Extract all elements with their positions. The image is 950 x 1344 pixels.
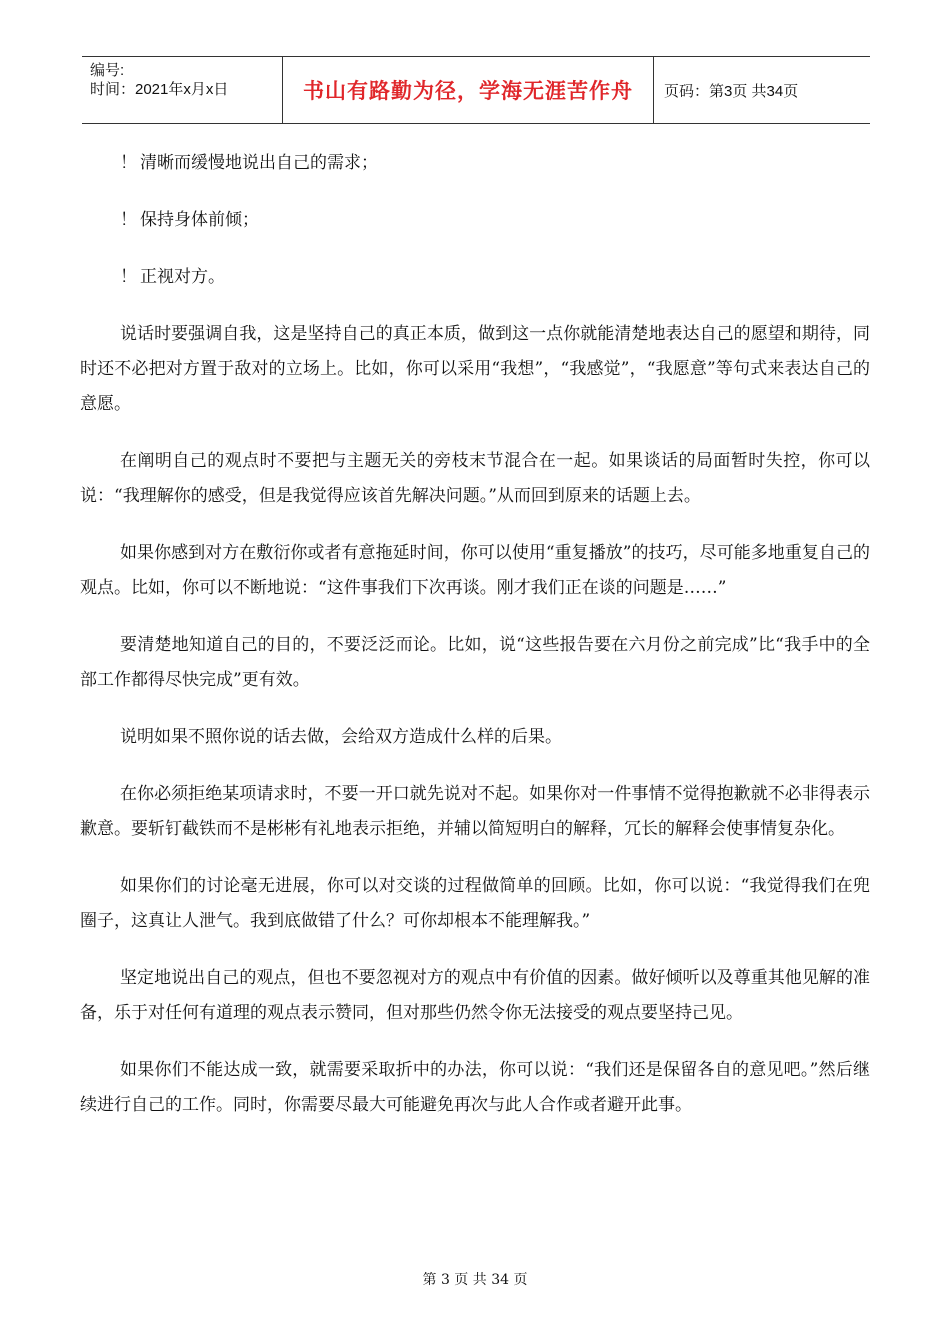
- header-meta: [82, 57, 282, 123]
- document-number-label: 编号:: [90, 62, 125, 79]
- bullet-text: 正视对方。: [140, 267, 225, 287]
- bullet-mark: ！: [120, 267, 137, 287]
- body-paragraph: 在阐明自己的观点时不要把与主题无关的旁枝末节混合在一起。如果谈话的局面暂时失控，你可以说：“我理解你的感受，但是我觉得应该首先解决问题。”从而回到原来的话题上去。: [80, 451, 870, 506]
- page-number-label: 页码：第3页 共34页: [664, 82, 799, 100]
- document-date-label: 时间：2021年x月x日: [90, 81, 229, 98]
- body-paragraph: 如果你们的讨论毫无进展，你可以对交谈的过程做简单的回顾。比如，你可以说：“我觉得我们在兜圈子，这真让人泄气。我到底做错了什么？可你却根本不能理解我。”: [80, 876, 870, 931]
- body-paragraph: 如果你们不能达成一致，就需要采取折中的办法，你可以说：“我们还是保留各自的意见吧。”然后继续进行自己的工作。同时，你需要尽最大可能避免再次与此人合作或者避开此事。: [80, 1060, 870, 1115]
- page-header: [82, 56, 870, 124]
- body-paragraph: 说话时要强调自我，这是坚持自己的真正本质，做到这一点你就能清楚地表达自己的愿望和期待，同时还不必把对方置于敌对的立场上。比如，你可以采用“我想”，“我感觉”，“我愿意”等句式来表达自己的意愿。: [80, 324, 870, 414]
- page-footer: [0, 1269, 950, 1289]
- bullet-mark: ！: [120, 210, 137, 230]
- bullet-item: [120, 146, 870, 181]
- body-paragraph: 说明如果不照你说的话去做，会给双方造成什么样的后果。: [120, 727, 562, 747]
- bullet-mark: ！: [120, 153, 137, 173]
- header-motto-cell: [282, 57, 654, 123]
- body-paragraph: 要清楚地知道自己的目的，不要泛泛而论。比如，说“这些报告要在六月份之前完成”比“我手中的全部工作都得尽快完成”更有效。: [80, 635, 870, 690]
- body-paragraph: 如果你感到对方在敷衍你或者有意拖延时间，你可以使用“重复播放”的技巧，尽可能多地重复自己的观点。比如，你可以不断地说：“这件事我们下次再谈。刚才我们正在谈的问题是……”: [80, 543, 870, 598]
- header-page-indicator: [654, 57, 870, 123]
- bullet-text: 清晰而缓慢地说出自己的需求；: [140, 153, 378, 173]
- document-body: [80, 146, 870, 1145]
- header-motto: 书山有路勤为径，学海无涯苦作舟: [303, 79, 633, 103]
- bullet-item: [120, 260, 870, 295]
- body-paragraph: 坚定地说出自己的观点，但也不要忽视对方的观点中有价值的因素。做好倾听以及尊重其他见解的准备，乐于对任何有道理的观点表示赞同，但对那些仍然令你无法接受的观点要坚持己见。: [80, 968, 870, 1023]
- bullet-item: [120, 203, 870, 238]
- body-paragraph: 在你必须拒绝某项请求时，不要一开口就先说对不起。如果你对一件事情不觉得抱歉就不必非得表示歉意。要斩钉截铁而不是彬彬有礼地表示拒绝，并辅以简短明白的解释，冗长的解释会使事情复杂化。: [80, 784, 870, 839]
- bullet-text: 保持身体前倾；: [140, 210, 259, 230]
- footer-page-number: 第 3 页 共 34 页: [422, 1272, 528, 1288]
